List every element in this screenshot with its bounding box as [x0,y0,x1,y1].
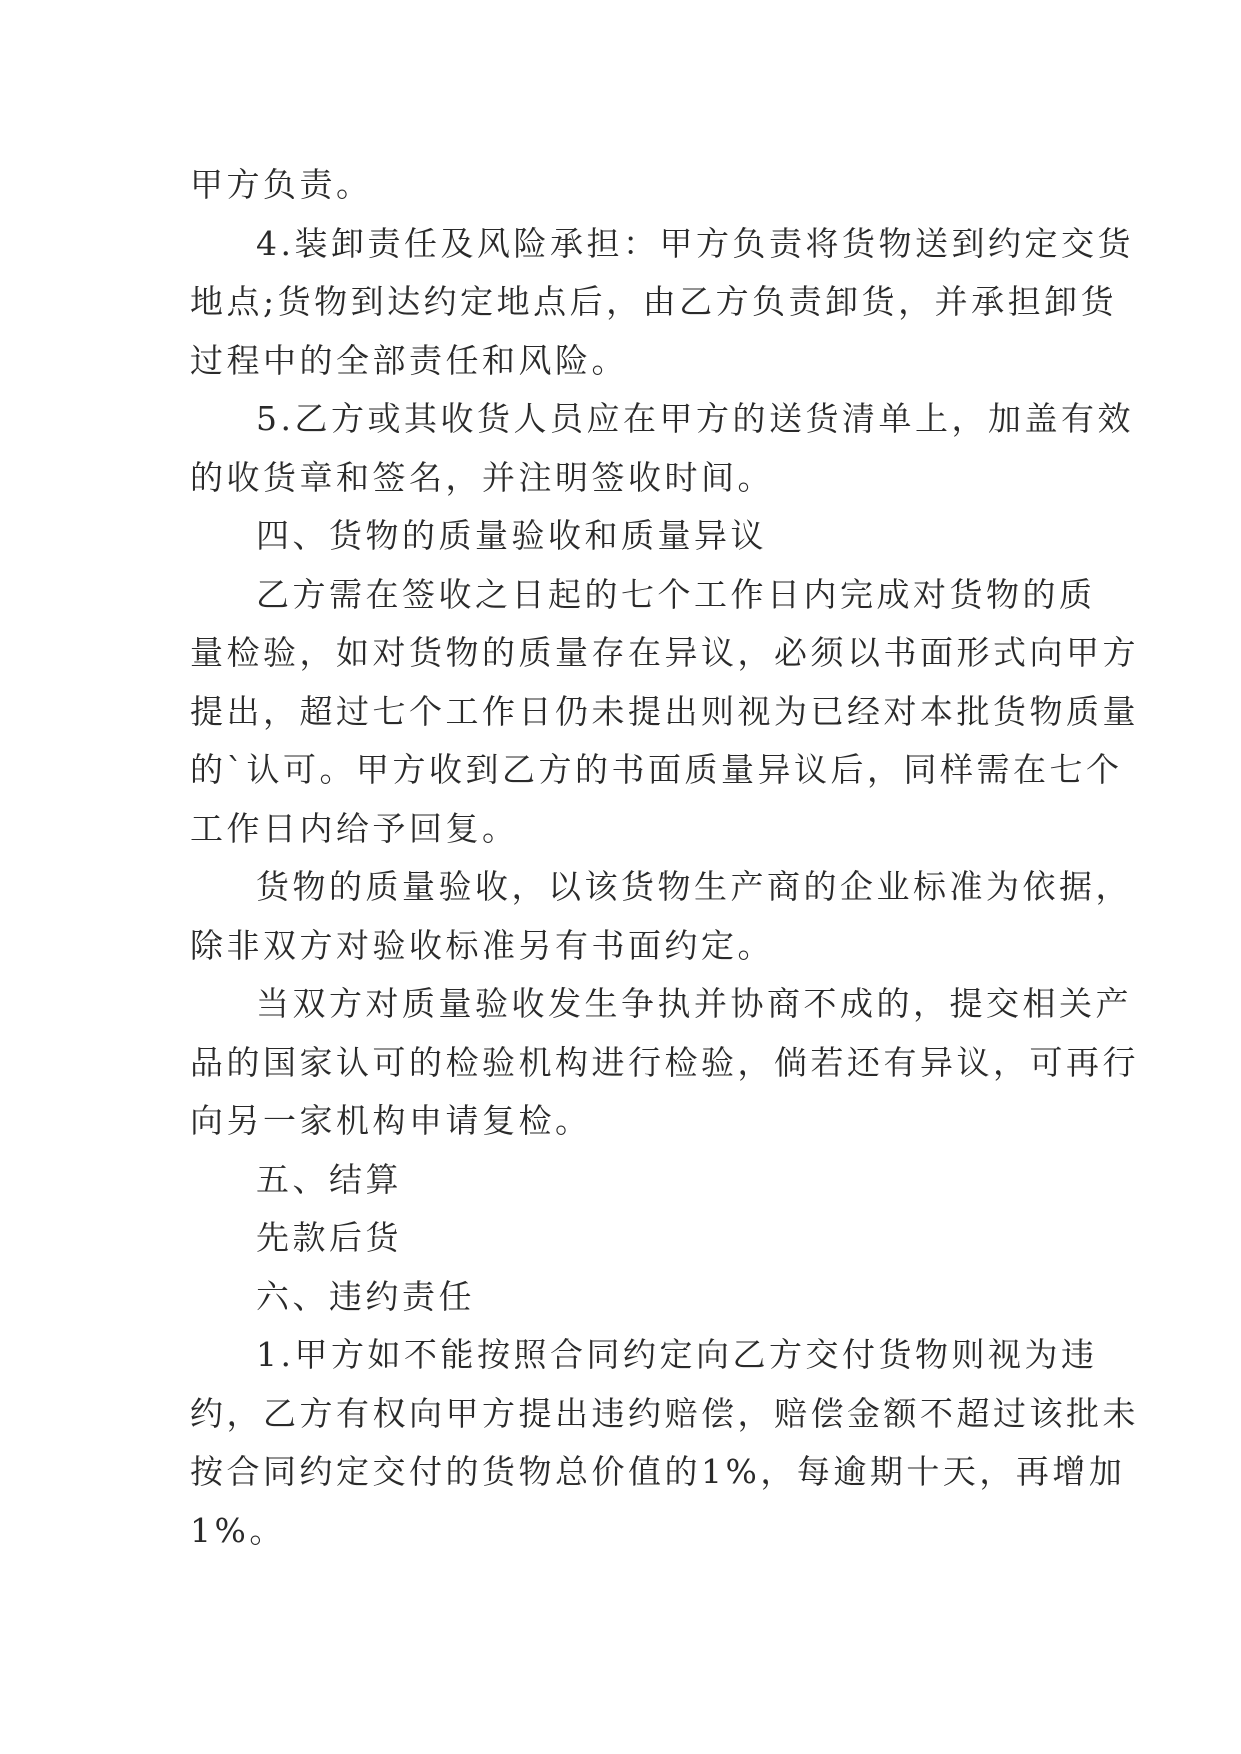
text-line [190,917,1070,976]
line-text: 量检验，如对货物的质量存在异议，必须以书面形式向甲方 [190,633,1139,672]
text-line [190,975,1132,1034]
line-text: 4.装卸责任及风险承担：甲方负责将货物送到约定交货 [256,223,1134,263]
text-line [190,1443,1126,1502]
line-text: 乙方需在签收之日起的七个工作日内完成对货物的质 [256,574,1096,614]
text-line [190,156,1070,215]
text-line [190,273,1118,332]
line-text: 五、结算 [256,1159,402,1199]
line-text: 工作日内给予回复。 [190,808,519,848]
text-line [190,332,1070,391]
line-text: 1.甲方如不能按照合同约定向乙方交付货物则视为违 [256,1335,1098,1374]
line-text: 除非双方对验收标准另有书面约定。 [190,925,774,965]
text-line [190,624,1139,683]
text-line [190,566,1096,625]
line-text: 品的国家认可的检验机构进行检验，倘若还有异议，可再行 [190,1042,1139,1082]
text-line [190,1385,1139,1444]
text-line [190,683,1139,742]
text-line [190,449,1070,508]
line-text: 的`认可。甲方收到乙方的书面质量异议后，同样需在七个 [190,750,1123,789]
line-text: 当双方对质量验收发生争执并协商不成的，提交相关产 [256,984,1132,1023]
line-text: 四、货物的质量验收和质量异议 [256,516,767,555]
text-line [190,1034,1139,1093]
text-line [190,390,1134,449]
line-text: 约，乙方有权向甲方提出违约赔偿，赔偿金额不超过该批未 [190,1393,1139,1433]
text-line [190,858,1132,917]
document-page [190,156,1139,1560]
line-text: 提出，超过七个工作日仍未提出则视为已经对本批货物质量 [190,691,1139,731]
line-text: 货物的质量验收，以该货物生产商的企业标准为依据， [256,867,1132,906]
text-line [190,800,1070,859]
line-text: 甲方负责。 [190,165,373,204]
line-text: 1%。 [190,1510,286,1550]
text-line [190,1209,1070,1268]
line-text: 地点;货物到达约定地点后，由乙方负责卸货，并承担卸货 [190,282,1118,321]
line-text: 先款后货 [256,1218,402,1257]
text-line [190,215,1134,274]
line-text: 过程中的全部责任和风险。 [190,340,628,380]
text-line [190,1502,1070,1561]
text-line [190,741,1123,800]
text-line [190,1326,1098,1385]
line-text: 按合同约定交付的货物总价值的1%，每逾期十天，再增加 [190,1452,1126,1491]
section-heading [190,507,1070,566]
text-line [190,1092,1070,1151]
line-text: 向另一家机构申请复检。 [190,1101,592,1140]
line-text: 六、违约责任 [256,1276,475,1316]
section-heading [190,1151,1070,1210]
line-text: 的收货章和签名，并注明签收时间。 [190,457,774,497]
section-heading [190,1268,1070,1327]
line-text: 5.乙方或其收货人员应在甲方的送货清单上，加盖有效 [256,399,1134,438]
